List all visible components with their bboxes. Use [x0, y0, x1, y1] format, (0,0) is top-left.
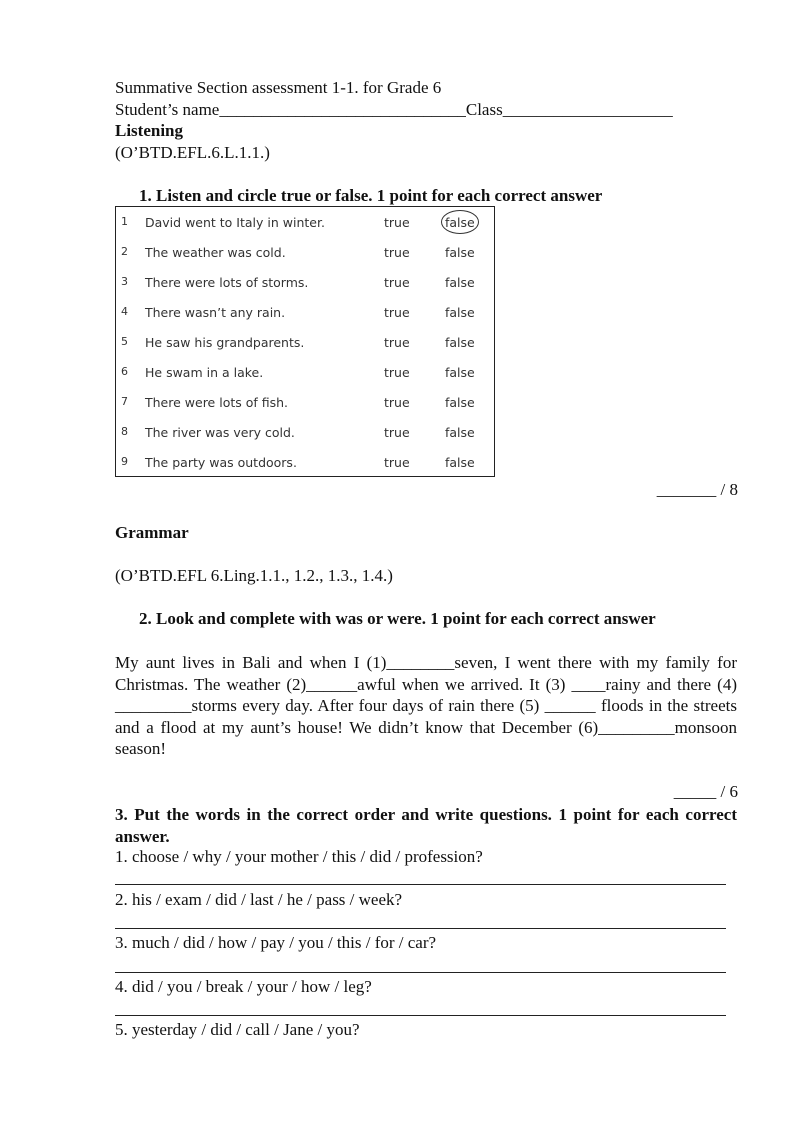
listening-heading: Listening	[115, 121, 184, 140]
question-prompt: 5. yesterday / did / call / Jane / you?	[115, 1020, 360, 1039]
row-number: 3	[121, 275, 128, 288]
row-number: 6	[121, 365, 128, 378]
row-number: 4	[121, 305, 128, 318]
true-option[interactable]: true	[384, 395, 410, 410]
table-row	[116, 327, 494, 357]
table-row	[116, 447, 494, 477]
statement: The river was very cold.	[145, 425, 295, 440]
statement: There were lots of storms.	[145, 275, 309, 290]
statement: The party was outdoors.	[145, 455, 297, 470]
statement: The weather was cold.	[145, 245, 286, 260]
row-number: 7	[121, 395, 128, 408]
false-option[interactable]: false	[445, 425, 475, 440]
question-prompt: 3. much / did / how / pay / you / this / for / car?	[115, 933, 437, 952]
question-prompt: 1. choose / why / your mother / this / did / profession?	[115, 847, 483, 866]
true-option[interactable]: true	[384, 425, 410, 440]
row-number: 1	[121, 215, 128, 228]
true-option[interactable]: true	[384, 215, 410, 230]
task1-instruction: 1. Listen and circle true or false. 1 point for each correct answer	[139, 186, 603, 205]
table-row	[116, 417, 494, 447]
answer-line[interactable]	[115, 1015, 726, 1016]
answer-circle	[441, 210, 479, 234]
table-row	[116, 237, 494, 267]
score-listening: _______ / 8	[656, 480, 738, 499]
row-number: 2	[121, 245, 128, 258]
listening-code: (O’BTD.EFL.6.L.1.1.)	[115, 143, 270, 162]
task3-instruction: 3. Put the words in the correct order and write questions. 1 point for each correct answer.	[115, 805, 737, 846]
false-option[interactable]: false	[445, 245, 475, 260]
row-number: 9	[121, 455, 128, 468]
table-row	[116, 387, 494, 417]
page-title: Summative Section assessment 1-1. for Grade 6	[115, 78, 442, 97]
task2-instruction: 2. Look and complete with was or were. 1 point for each correct answer	[139, 609, 656, 628]
table-row	[116, 297, 494, 327]
false-option[interactable]: false	[445, 275, 475, 290]
row-number: 5	[121, 335, 128, 348]
table-row	[116, 267, 494, 297]
row-number: 8	[121, 425, 128, 438]
answer-line[interactable]	[115, 928, 726, 929]
statement: He saw his grandparents.	[145, 335, 305, 350]
false-option[interactable]: false	[445, 215, 475, 230]
gap-fill-paragraph: My aunt lives in Bali and when I (1)________seven, I went there with my family for Christmas. The weather (2)______awful when we arrived. It (3) ____rainy and there (4) _________storms every day. After four days of rain there (5) ______ floods in the streets and a flood at my aunt’s house! We didn’t know that December (6)_________monsoon season!	[115, 653, 737, 758]
table-row	[116, 357, 494, 387]
table-row	[116, 207, 494, 237]
false-option[interactable]: false	[445, 365, 475, 380]
answer-line[interactable]	[115, 972, 726, 973]
false-option[interactable]: false	[445, 455, 475, 470]
statement: David went to Italy in winter.	[145, 215, 325, 230]
statement: There were lots of fish.	[145, 395, 289, 410]
true-option[interactable]: true	[384, 275, 410, 290]
statement: There wasn’t any rain.	[145, 305, 286, 320]
true-option[interactable]: true	[384, 455, 410, 470]
question-prompt: 4. did / you / break / your / how / leg?	[115, 977, 372, 996]
score-grammar: _____ / 6	[673, 782, 738, 801]
true-option[interactable]: true	[384, 305, 410, 320]
true-option[interactable]: true	[384, 335, 410, 350]
statement: He swam in a lake.	[145, 365, 264, 380]
true-option[interactable]: true	[384, 365, 410, 380]
true-option[interactable]: true	[384, 245, 410, 260]
true-false-table	[115, 206, 495, 477]
question-prompt: 2. his / exam / did / last / he / pass / week?	[115, 890, 403, 909]
false-option[interactable]: false	[445, 335, 475, 350]
grammar-heading: Grammar	[115, 523, 189, 542]
false-option[interactable]: false	[445, 305, 475, 320]
answer-line[interactable]	[115, 884, 726, 885]
student-name-line: Student’s name_____________________________Class____________________	[115, 100, 673, 119]
grammar-code: (O’BTD.EFL 6.Ling.1.1., 1.2., 1.3., 1.4.)	[115, 566, 393, 585]
false-option[interactable]: false	[445, 395, 475, 410]
